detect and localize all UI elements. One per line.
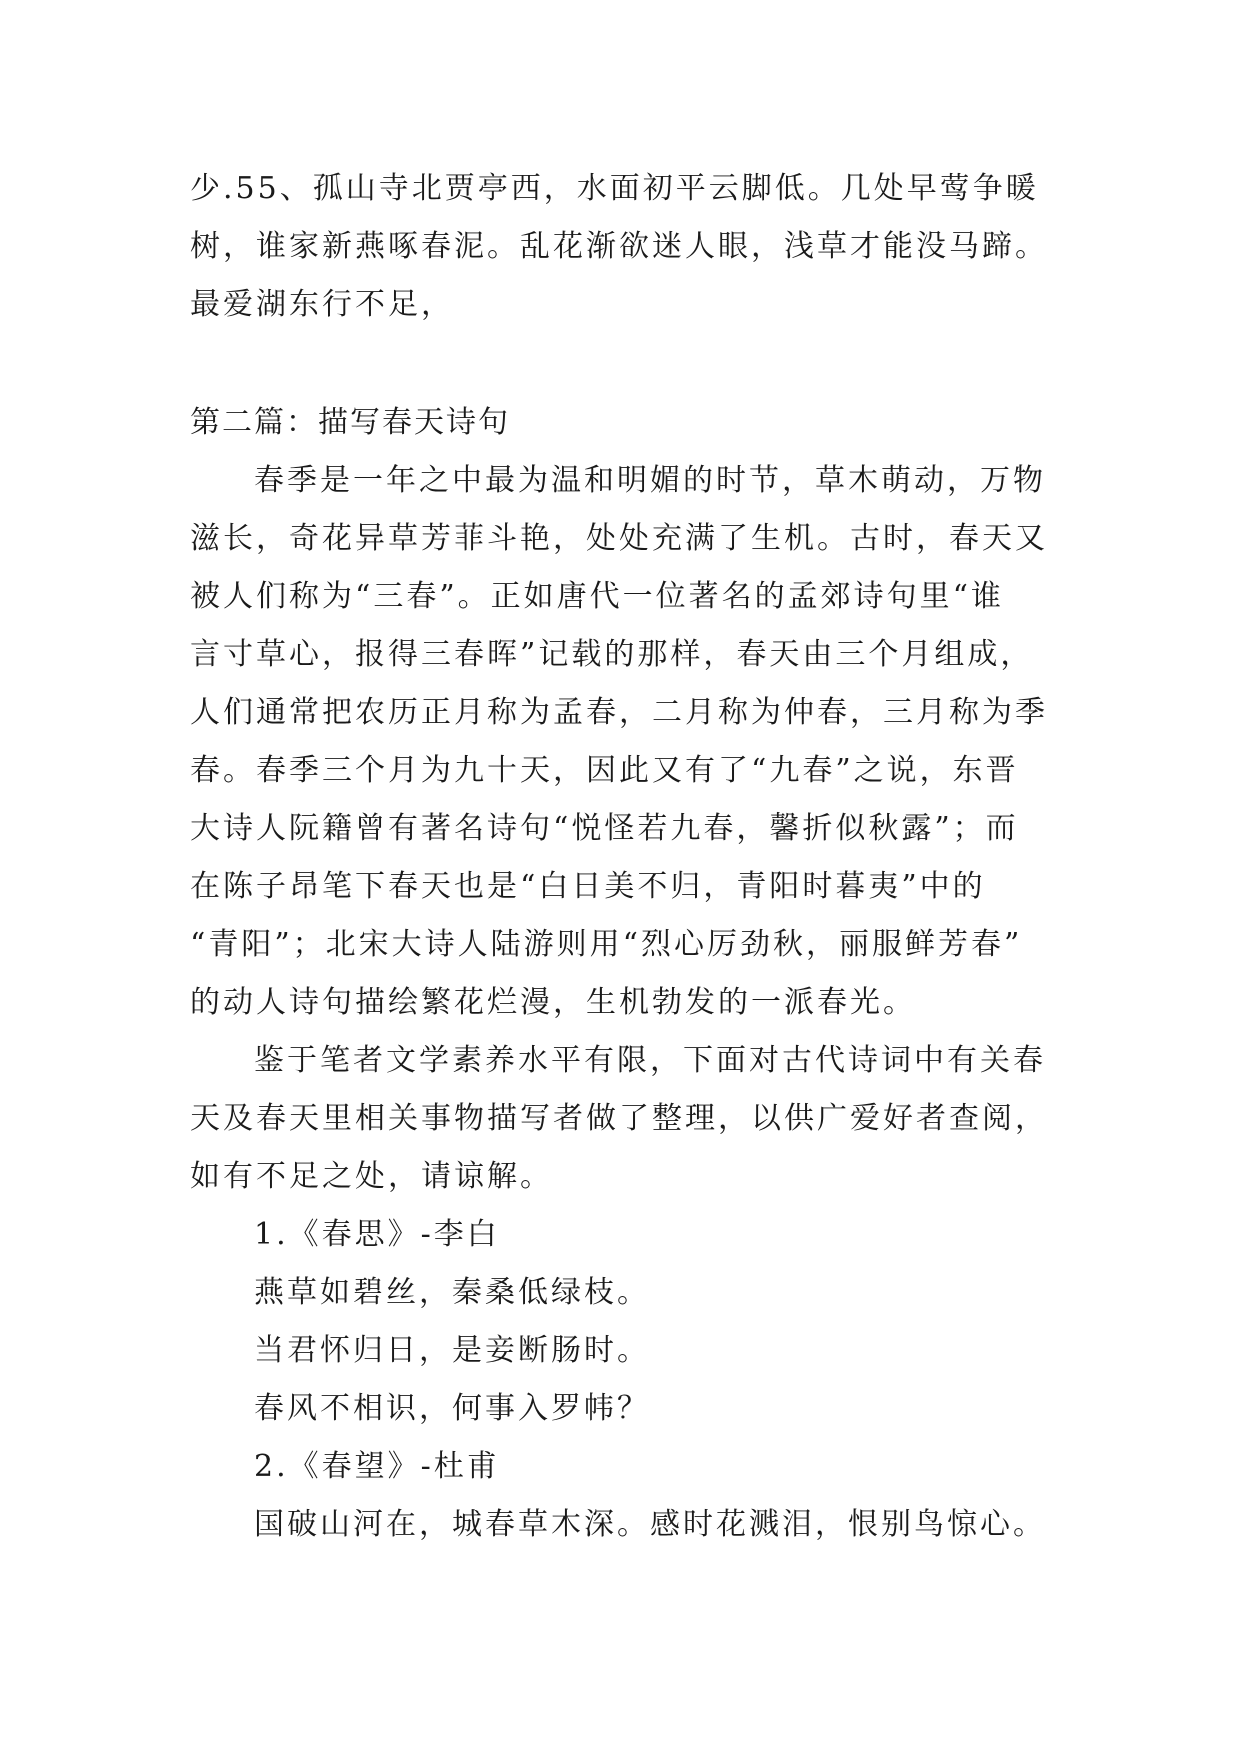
poem-line: 春风不相识，何事入罗帏？ bbox=[254, 1391, 650, 1426]
paragraph-line: 人们通常把农历正月称为孟春，二月称为仲春，三月称为季 bbox=[190, 695, 1048, 730]
paragraph-line: “青阳”；北宋大诗人陆游则用“烈心厉劲秋，丽服鲜芳春” bbox=[190, 927, 1023, 962]
paragraph-line: 言寸草心，报得三春晖”记载的那样，春天由三个月组成， bbox=[190, 637, 1034, 672]
poem-line: 当君怀归日，是妾断肠时。 bbox=[254, 1333, 650, 1368]
paragraph-line: 鉴于笔者文学素养水平有限，下面对古代诗词中有关春 bbox=[254, 1043, 1046, 1078]
paragraph-line: 被人们称为“三春”。正如唐代一位著名的孟郊诗句里“谁 bbox=[190, 579, 1005, 614]
section-heading: 第二篇：描写春天诗句 bbox=[190, 405, 510, 440]
paragraph-line: 天及春天里相关事物描写者做了整理，以供广爱好者查阅， bbox=[190, 1101, 1048, 1136]
poem-title: 2.《春望》-杜甫 bbox=[254, 1449, 500, 1484]
intro-line: 树，谁家新燕啄春泥。乱花渐欲迷人眼，浅草才能没马蹄。 bbox=[190, 229, 1048, 264]
intro-line: 少.55、孤山寺北贾亭西，水面初平云脚低。几处早莺争暖 bbox=[190, 171, 1039, 206]
paragraph-line: 春季是一年之中最为温和明媚的时节，草木萌动，万物 bbox=[254, 463, 1046, 498]
poem-line: 燕草如碧丝，秦桑低绿枝。 bbox=[254, 1275, 650, 1310]
poem-title: 1.《春思》-李白 bbox=[254, 1217, 500, 1252]
document-page bbox=[190, 160, 1070, 1554]
paragraph-line: 在陈子昂笔下春天也是“白日美不归，青阳时暮夷”中的 bbox=[190, 869, 986, 904]
paragraph-line: 的动人诗句描绘繁花烂漫，生机勃发的一派春光。 bbox=[190, 985, 916, 1020]
paragraph-line: 春。春季三个月为九十天，因此又有了“九春”之说，东晋 bbox=[190, 753, 1019, 788]
section-spacer bbox=[190, 334, 1070, 394]
paragraph-line: 大诗人阮籍曾有著名诗句“悦怪若九春，馨折似秋露”；而 bbox=[190, 811, 1019, 846]
paragraph-line: 如有不足之处，请谅解。 bbox=[190, 1159, 553, 1194]
paragraph-line: 滋长，奇花异草芳菲斗艳，处处充满了生机。古时，春天又 bbox=[190, 521, 1048, 556]
poem-line: 国破山河在，城春草木深。感时花溅泪，恨别鸟惊心。 bbox=[254, 1507, 1046, 1542]
intro-line: 最爱湖东行不足， bbox=[190, 287, 454, 322]
